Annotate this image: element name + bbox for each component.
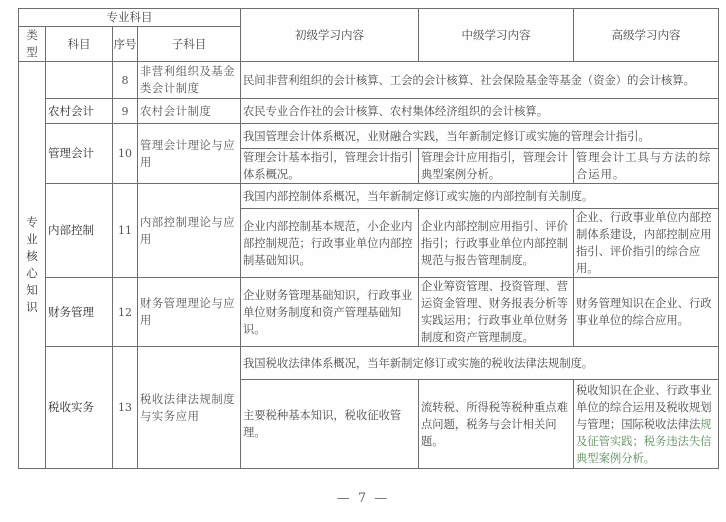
header-group-label: 专业科目 <box>19 9 241 27</box>
common-content-cell: 我国税收法律体系概况，当年新制定修订或实施的税收法律法规制度。 <box>241 347 719 380</box>
header-type: 类型 <box>19 27 46 62</box>
table-row <box>19 278 719 347</box>
header-seq: 序号 <box>113 27 138 62</box>
intermediate-content-cell: 管理会计应用指引，管理会计典型案例分析。 <box>419 149 574 184</box>
syllabus-table <box>18 8 719 469</box>
advanced-content-cell: 管理会计工具与方法的综合运用。 <box>574 149 719 184</box>
seq-cell: 9 <box>113 99 138 124</box>
table-row <box>19 124 719 149</box>
seq-cell: 13 <box>113 347 138 469</box>
basic-content-cell: 企业内部控制基本规范，小企业内部控制规范；行政事业单位内部控制基础知识。 <box>241 209 419 278</box>
common-content-cell: 农民专业合作社的会计核算、农村集体经济组织的会计核算。 <box>241 99 719 124</box>
seq-cell: 10 <box>113 124 138 184</box>
subsubject-cell: 非营利组织及基金类会计制度 <box>138 62 241 99</box>
basic-content-cell: 管理会计基本指引，管理会计指引体系概况。 <box>241 149 419 184</box>
subject-cell: 农村会计 <box>46 99 113 124</box>
header-basic: 初级学习内容 <box>241 9 419 62</box>
type-cell: 专业核心知识 <box>19 62 46 469</box>
header-row-top <box>19 9 719 27</box>
subsubject-cell: 农村会计制度 <box>138 99 241 124</box>
advanced-content-cell: 财务管理知识在企业、行政事业单位的综合应用。 <box>574 278 719 347</box>
seq-cell: 8 <box>113 62 138 99</box>
intermediate-content-cell: 企业内部控制应用指引、评价指引；行政事业单位内部控制规范与报告管理制度。 <box>419 209 574 278</box>
header-intermediate: 中级学习内容 <box>419 9 574 62</box>
basic-content-cell: 企业财务管理基础知识，行政事业单位财务制度和资产管理基础知识。 <box>241 278 419 347</box>
advanced-text-part2: 规及征管实践；税务违法失信典型案例分析。 <box>576 417 712 465</box>
seq-cell: 12 <box>113 278 138 347</box>
subject-cell: 内部控制 <box>46 184 113 278</box>
common-content-cell: 我国内部控制体系概况，当年新制定修订或实施的内部控制有关制度。 <box>241 184 719 209</box>
subsubject-cell: 税收法律法规制度与实务应用 <box>138 347 241 469</box>
advanced-content-cell: 企业、行政事业单位内部控制体系建设，内部控制应用指引、评价指引的综合应用。 <box>574 209 719 278</box>
seq-cell: 11 <box>113 184 138 278</box>
subsubject-cell: 财务管理理论与应用 <box>138 278 241 347</box>
advanced-text-part1: 税收知识在企业、行政事业单位的综合运用及税收规划与管理；国际税收法律法 <box>576 383 712 431</box>
subsubject-cell: 管理会计理论与应用 <box>138 124 241 184</box>
subject-cell: 管理会计 <box>46 124 113 184</box>
table-row <box>19 62 719 99</box>
table-row <box>19 99 719 124</box>
header-advanced: 高级学习内容 <box>574 9 719 62</box>
subject-cell <box>46 62 113 99</box>
advanced-content-cell <box>574 380 719 469</box>
header-subject: 科目 <box>46 27 113 62</box>
subject-cell: 税收实务 <box>46 347 113 469</box>
common-content-cell: 民间非营利组织的会计核算、工会的会计核算、社会保险基金等基金（资金）的会计核算。 <box>241 62 719 99</box>
table-row <box>19 347 719 380</box>
header-subsubject: 子科目 <box>138 27 241 62</box>
page-number: — 7 — <box>336 491 390 506</box>
intermediate-content-cell: 企业筹资管理、投资管理、营运资金管理、财务报表分析等实践运用；行政事业单位财务制度和资产管理制度。 <box>419 278 574 347</box>
common-content-cell: 我国管理会计体系概况，业财融合实践，当年新制定修订或实施的管理会计指引。 <box>241 124 719 149</box>
subsubject-cell: 内部控制理论与应用 <box>138 184 241 278</box>
basic-content-cell: 主要税种基本知识，税收征收管理。 <box>241 380 419 469</box>
table-row <box>19 184 719 209</box>
intermediate-content-cell: 流转税、所得税等税种重点难点问题，税务与会计相关问题。 <box>419 380 574 469</box>
subject-cell: 财务管理 <box>46 278 113 347</box>
